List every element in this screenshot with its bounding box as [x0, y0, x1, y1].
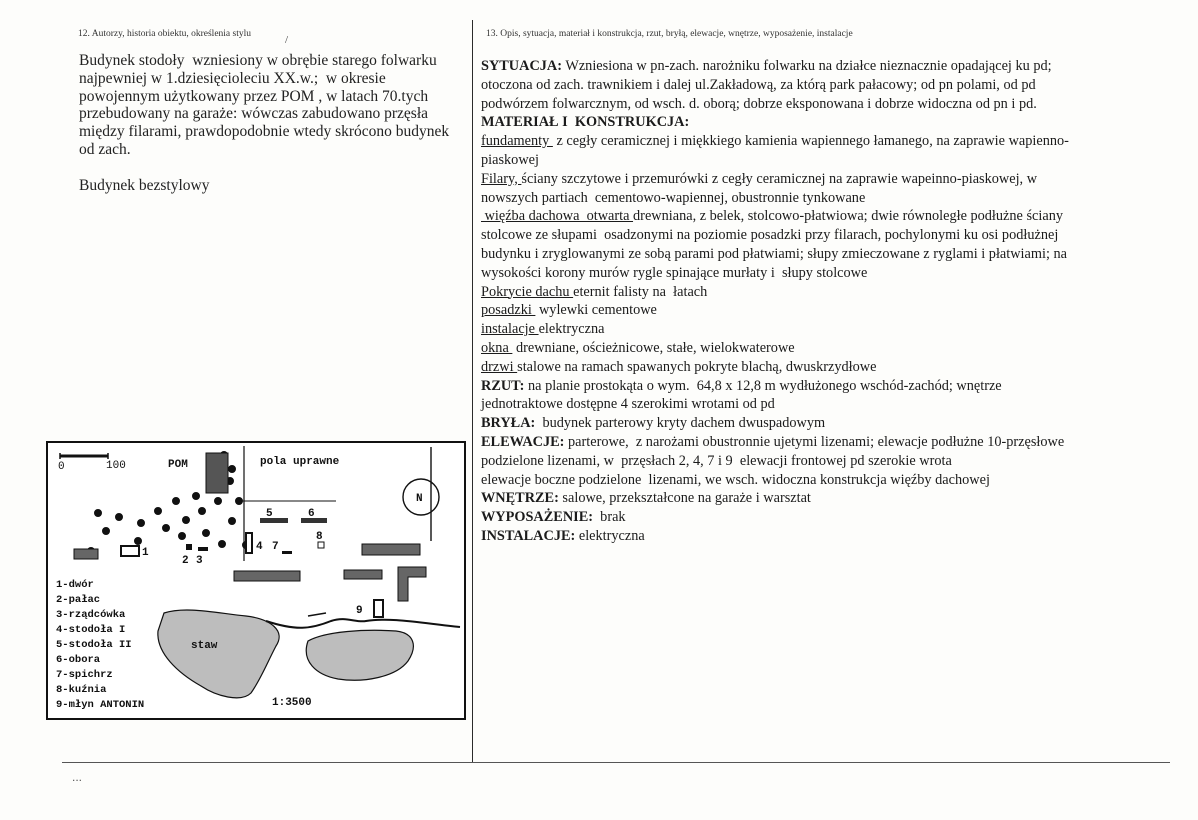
wiezba-line: [481, 207, 1171, 226]
legend-item: 7-spichrz: [56, 669, 113, 681]
footer-mark: ...: [72, 770, 83, 784]
north-label: N: [416, 493, 423, 505]
posadzki-line: [481, 301, 1171, 320]
rzut-text: na planie prostokąta o wym. 64,8 x 12,8 m wydłużonego wschód-zachód; wnętrze: [524, 377, 1002, 394]
item-text: drewniane, ościeżnicowe, stałe, wielokwaterowe: [512, 339, 795, 356]
item-text: z cegły ceramicznej i miękkiego kamienia wapiennego łamanego, na zaprawie wapienno-: [552, 133, 1069, 150]
history-line: od zach.: [79, 140, 131, 158]
wiezba-line: stolcowe ze słupami osadzonymi na poziomie posadzki przy filarach, pochylonymi ku osi podłużnej: [481, 227, 1059, 244]
site-map: [46, 441, 466, 720]
elewacje-line: podzielone lizenami, w przęsłach 2, 4, 7 i 9 elewacji frontowej pd szerokie wrota: [481, 452, 952, 469]
section-label: INSTALACJE:: [481, 527, 576, 544]
legend-item: 3-rządcówka: [56, 609, 126, 621]
item-label: Filary,: [481, 170, 522, 187]
history-section: [79, 52, 471, 195]
scale-zero: 0: [58, 461, 65, 473]
bldg-num: 3: [196, 555, 203, 567]
section-label: WYPOSAŻENIE:: [481, 509, 594, 526]
wnetrze-line: [481, 489, 1171, 508]
history-line: Budynek stodoły wzniesiony w obrębie starego folwarku: [79, 52, 437, 69]
bldg-num: 5: [266, 508, 273, 520]
elewacje-text: parterowe, z narożami obustronnie ujetymi lizenami; elewacje podłużne 10-przęsłowe: [564, 433, 1065, 450]
wiezba-line: budynku i zryglowanymi ze sobą parami pod płatwiami; słupy zmieczowane z ryglami i płatwiami; na: [481, 245, 1068, 262]
okna-line: [481, 339, 1171, 358]
pond-label: staw: [191, 640, 218, 652]
fundamenty-line: [481, 132, 1171, 151]
history-line: przebudowany na garaże: wówczas zabudowano przęsła: [79, 105, 429, 123]
drzwi-line: [481, 358, 1171, 377]
rzut-line: jednotraktowe dostępne 4 szerokimi wrotami od pd: [481, 396, 775, 413]
instalacje-text: elektryczna: [575, 527, 645, 544]
rzut-line: [481, 377, 1171, 396]
bldg-num: 4: [256, 541, 263, 553]
elewacje-line: [481, 433, 1171, 452]
wyposazenie-line: [481, 508, 1171, 527]
column-divider: [472, 20, 473, 762]
sytuacja-line: [481, 57, 1171, 76]
elewacje-line: elewacje boczne podzielone lizenami, we wsch. widoczna konstrukcja więźby dachowej: [481, 471, 990, 488]
item-label: fundamenty: [481, 133, 553, 150]
legend-item: 5-stodoła II: [56, 639, 132, 651]
item-label: instalacje: [481, 321, 539, 338]
legend-item: 8-kuźnia: [56, 684, 107, 696]
item-label: więźba dachowa otwarta: [481, 208, 634, 225]
item-label: okna: [481, 339, 513, 356]
instalacje-line: [481, 527, 1171, 546]
item-label: drzwi: [481, 358, 518, 375]
instalacje-item-line: [481, 320, 1171, 339]
item-text: drewniana, z belek, stolcowo-płatwiowa; dwie równoległe podłużne ściany: [633, 208, 1063, 225]
left-column-header: 12. Autorzy, historia obiektu, określenia stylu: [78, 29, 251, 39]
history-line: powojennym użytkowany przez POM , w latach 70.tych: [79, 87, 429, 105]
bottom-rule: [62, 762, 1170, 763]
bldg-num: 9: [356, 605, 363, 617]
fields-label: pola uprawne: [260, 456, 340, 468]
legend-item: 9-młyn ANTONIN: [56, 699, 145, 711]
section-label: WNĘTRZE:: [481, 490, 559, 507]
history-line: najpewniej w 1.dziesięcioleciu XX.w.; w okresie: [79, 69, 386, 87]
bldg-num: 1: [142, 547, 149, 559]
bldg-num: 8: [316, 531, 323, 543]
section-label: SYTUACJA:: [481, 58, 563, 74]
sytuacja-text: Wzniesiona w pn-zach. narożniku folwarku na działce nieznacznie opadającej ku pd;: [562, 58, 1052, 74]
fundamenty-line: piaskowej: [481, 151, 539, 168]
legend-item: 4-stodoła I: [56, 624, 126, 636]
item-text: ściany szczytowe i przemurówki z cegły ceramicznej na zaprawie wapeinno-piaskowej, w: [521, 170, 1038, 187]
description-section: [481, 57, 1171, 546]
material-heading: MATERIAŁ I KONSTRUKCJA:: [481, 114, 690, 131]
scale-ratio: 1:3500: [272, 697, 312, 709]
section-label: BRYŁA:: [481, 415, 536, 432]
section-label: ELEWACJE:: [481, 433, 565, 450]
bldg-num: 6: [308, 508, 315, 520]
legend-item: 1-dwór: [56, 579, 94, 591]
scale-hundred: 100: [106, 460, 126, 472]
item-text: eternit falisty na łatach: [573, 283, 708, 300]
pokrycie-line: [481, 283, 1171, 302]
item-text: elektryczna: [538, 321, 605, 338]
sytuacja-line: podwórzem folwarcznym, od wsch. d. oborą; dobrze eksponowana i dobrze widoczna od pn i pd.: [481, 95, 1037, 112]
filary-line: nowszych partiach cementowo-wapiennej, obustronnie tynkowane: [481, 189, 866, 206]
bldg-num: 7: [272, 541, 279, 553]
legend-item: 2-pałac: [56, 594, 101, 606]
item-label: Pokrycie dachu: [481, 283, 574, 300]
header-mark: /: [285, 34, 289, 46]
pom-label: POM: [168, 459, 188, 471]
right-column-header: 13. Opis, sytuacja, materiał i konstrukcja, rzut, bryłą, elewacje, wnętrze, wyposażenie, instalacje: [486, 29, 853, 39]
history-line: między filarami, prawdopodobnie wtedy skrócono budynek: [79, 123, 450, 141]
item-label: posadzki: [481, 302, 536, 319]
wyposazenie-text: brak: [593, 509, 626, 526]
bldg-num: 2: [182, 555, 189, 567]
legend-item: 6-obora: [56, 654, 101, 666]
item-text: stalowe na ramach spawanych pokryte blachą, dwuskrzydłowe: [517, 358, 877, 375]
filary-line: [481, 170, 1171, 189]
style-note: Budynek bezstylowy: [79, 176, 210, 194]
bryla-line: [481, 414, 1171, 433]
section-label: RZUT:: [481, 377, 525, 394]
wnetrze-text: salowe, przekształcone na garaże i warsztat: [558, 490, 811, 507]
sytuacja-line: otoczona od zach. trawnikiem i dalej ul.Zakładową, za którą park pałacowy; od pn polami, od pd: [481, 76, 1036, 93]
history-paragraph: [79, 52, 471, 159]
bryla-text: budynek parterowy kryty dachem dwuspadowym: [535, 415, 826, 432]
wiezba-line: wysokości korony murów rygle spinające murłaty i słupy stolcowe: [481, 264, 868, 281]
item-text: wylewki cementowe: [535, 302, 657, 319]
pom-buildings: [206, 453, 228, 493]
